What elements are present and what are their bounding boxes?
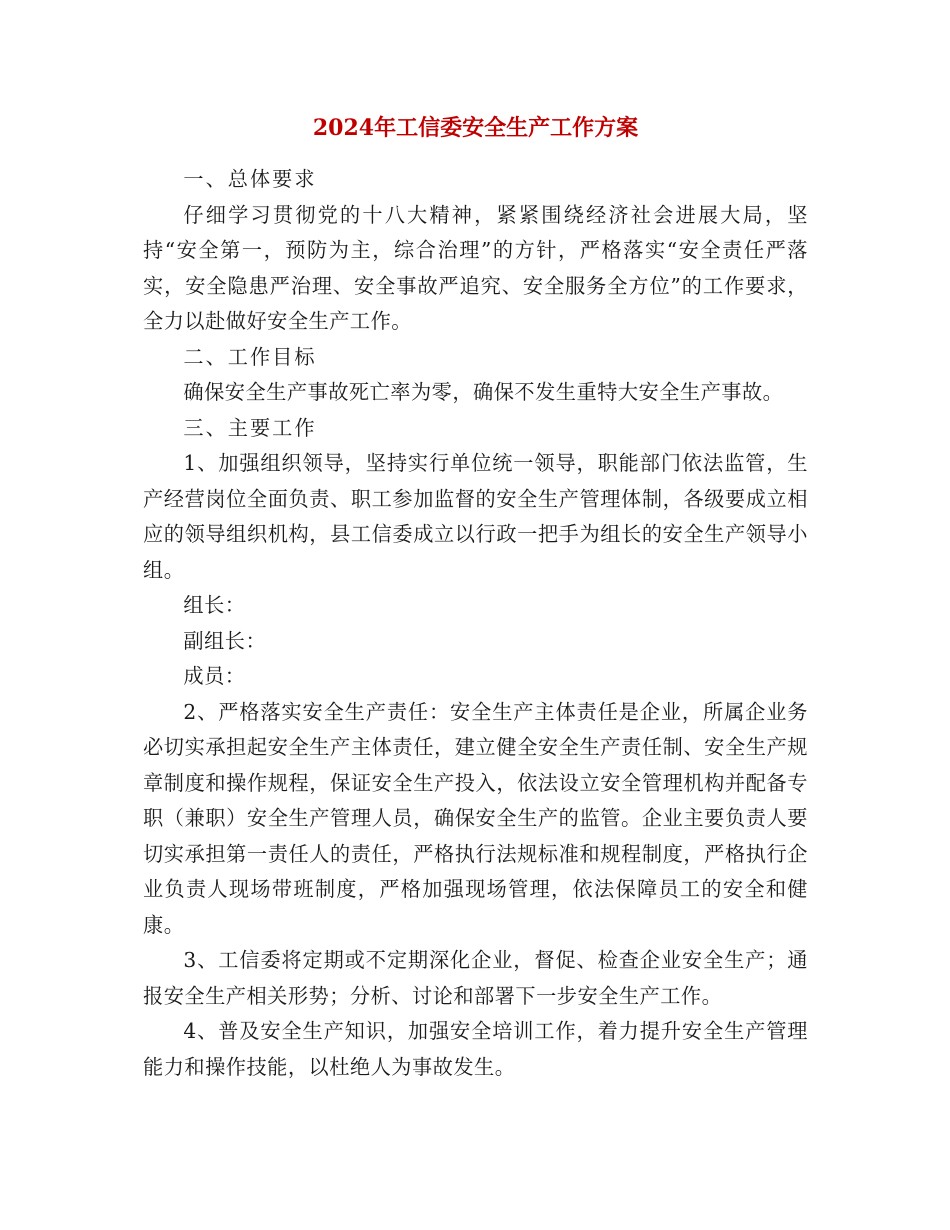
paragraph-deputy-leader: 副组长： [183, 628, 267, 653]
document-title: 2024年工信委安全生产工作方案 [312, 115, 639, 141]
section-heading-overall: 一、总体要求 [183, 167, 317, 191]
paragraph-work-item-1: 1、加强组织领导，坚持实行单位统一领导，职能部门依法监管，生产经营岗位全面负责、职工参加监督的安全生产管理体制，各级要成立相应的领导组织机构，县工信委成立以行政一把手为组长的安全生产领导小组。 [143, 451, 808, 582]
section-heading-goal: 二、工作目标 [183, 344, 317, 369]
paragraph-work-item-2: 2、严格落实安全生产责任：安全生产主体责任是企业，所属企业务必切实承担起安全生产主体责任，建立健全安全生产责任制、安全生产规章制度和操作规程，保证安全生产投入，依法设立安全管理机构并配备专职（兼职）安全生产管理人员，确保安全生产的监管。企业主要负责人要切实承担第一责任人的责任，严格执行法规标准和规程制度，严格执行企业负责人现场带班制度，严格加强现场管理，依法保障员工的安全和健康。 [143, 699, 808, 937]
document-page [143, 112, 808, 1085]
paragraph-goal-body: 确保安全生产事故死亡率为零，确保不发生重特大安全生产事故。 [183, 380, 784, 404]
paragraph-work-item-4: 4、普及安全生产知识，加强安全培训工作，着力提升安全生产管理能力和操作技能，以杜绝人为事故发生。 [143, 1019, 808, 1079]
section-heading-main-work: 三、主要工作 [183, 415, 317, 440]
paragraph-overall-body: 仔细学习贯彻党的十八大精神，紧紧围绕经济社会进展大局，坚持“安全第一，预防为主，综合治理”的方针，严格落实“安全责任严落实，安全隐患严治理、安全事故严追究、安全服务全方位”的工作要求，全力以赴做好安全生产工作。 [143, 202, 808, 333]
paragraph-members: 成员： [183, 664, 246, 688]
paragraph-leader: 组长： [183, 593, 246, 617]
paragraph-work-item-3: 3、工信委将定期或不定期深化企业，督促、检查企业安全生产；通报安全生产相关形势；分析、讨论和部署下一步安全生产工作。 [143, 948, 808, 1008]
